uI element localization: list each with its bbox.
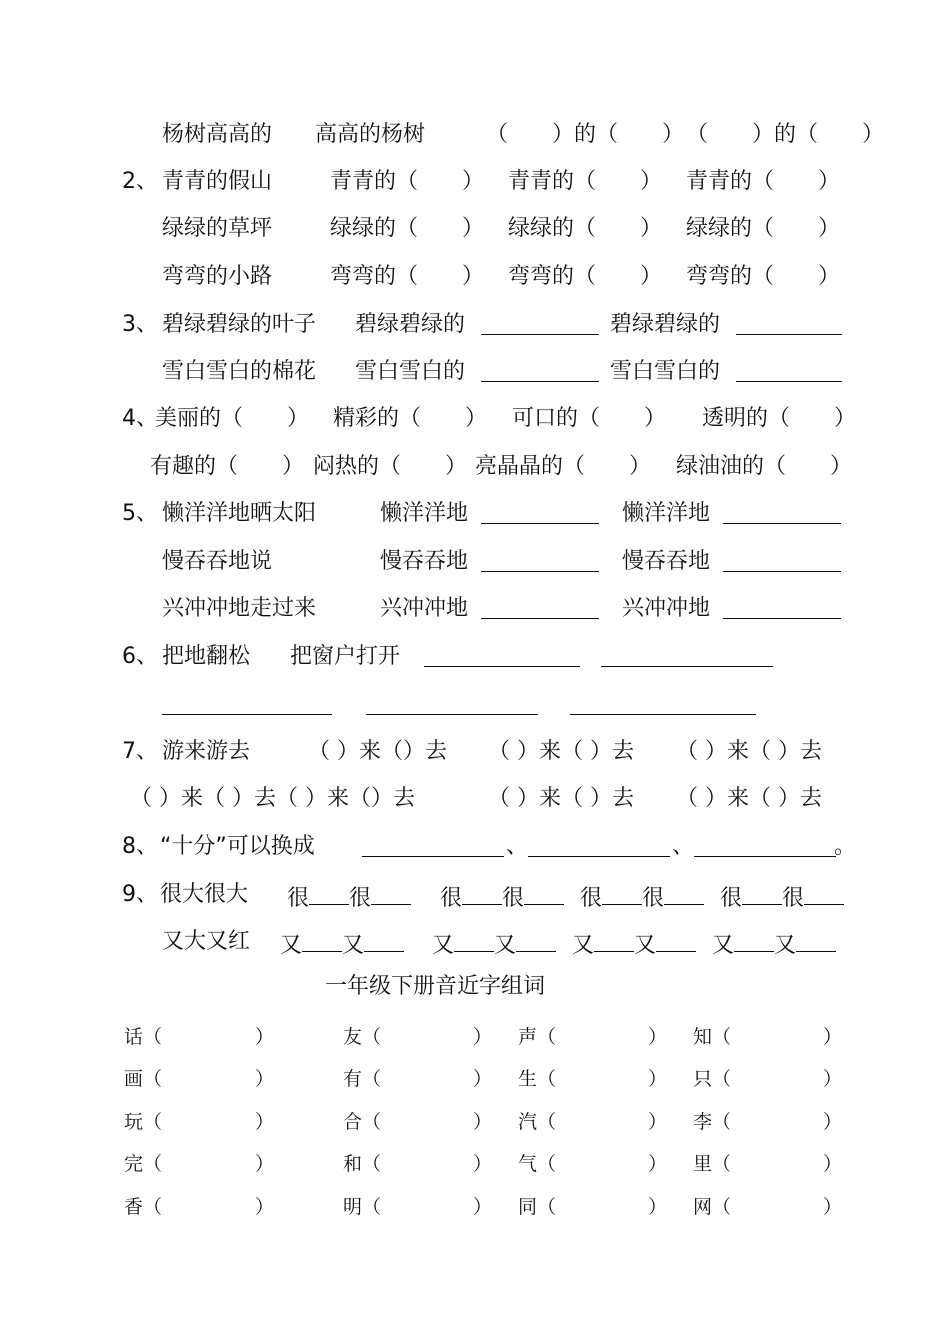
q4-fill: 亮晶晶的（ ） (475, 454, 652, 479)
vocab-close: ） (255, 1153, 275, 1175)
q3-example: 雪白雪白的棉花 (162, 359, 317, 384)
vocab-row (0, 1107, 950, 1137)
q2-row (0, 260, 950, 294)
q1-fill-2: （ ）的（ ） (686, 122, 885, 147)
vocab-item: 完（ (124, 1153, 163, 1175)
q4-fill: 透明的（ ） (702, 406, 857, 431)
q9-pattern: 又 又 (432, 925, 556, 963)
q9-example: 又大又红 (162, 929, 251, 954)
q3-prompt: 雪白雪白的 (355, 359, 466, 384)
q2-row (0, 212, 950, 246)
vocab-close: ） (823, 1111, 843, 1133)
vocab-item: 知（ (693, 1026, 732, 1048)
q5-prompt: 兴冲冲地 (622, 596, 711, 621)
q2-example: 青青的假山 (162, 169, 273, 194)
vocab-close: ） (648, 1068, 668, 1090)
q2-fill: 青青的（ ） (330, 169, 485, 194)
q7-fill: （ ）来（ ）去 (676, 786, 822, 811)
q9-row (0, 925, 950, 959)
q4-fill: 美丽的（ ） (155, 406, 310, 431)
vocab-item: 网（ (693, 1196, 732, 1218)
vocab-close: ） (473, 1068, 493, 1090)
vocab-item: 同（ (518, 1196, 557, 1218)
q2-fill: 绿绿的（ ） (686, 216, 841, 241)
q8-blank[interactable] (362, 830, 504, 868)
q5-prompt: 慢吞吞地 (622, 549, 711, 574)
q2-fill: 青青的（ ） (508, 169, 663, 194)
q1-fill-1: （ ）的（ ） (486, 122, 685, 147)
question-number: 4、 (122, 406, 158, 431)
vocab-close: ） (823, 1196, 843, 1218)
q4-fill: 精彩的（ ） (333, 406, 488, 431)
vocab-item: 和（ (343, 1153, 382, 1175)
q7-fill: （ ）来（ ）去 (488, 786, 634, 811)
vocab-close: ） (473, 1026, 493, 1048)
q3-row (0, 355, 950, 389)
q2-row (0, 165, 950, 199)
vocab-item: 明（ (343, 1196, 382, 1218)
vocab-close: ） (823, 1153, 843, 1175)
q4-fill: 可口的（ ） (512, 406, 667, 431)
q6-blank[interactable] (424, 640, 580, 678)
vocab-item: 李（ (693, 1111, 732, 1133)
q5-prompt: 兴冲冲地 (380, 596, 469, 621)
q7-fill: （ ）来（ ）去（ ）来（）去 (130, 786, 415, 811)
q3-blank[interactable] (481, 355, 599, 393)
question-number: 2、 (122, 169, 158, 194)
q9-row (0, 878, 950, 912)
question-number: 6、 (122, 644, 158, 669)
vocab-item: 生（ (518, 1068, 557, 1090)
vocab-close: ） (255, 1196, 275, 1218)
vocab-close: ） (648, 1153, 668, 1175)
q2-fill: 弯弯的（ ） (330, 264, 485, 289)
q4-row (0, 450, 950, 484)
q6-blank[interactable] (601, 640, 773, 678)
vocab-row (0, 1149, 950, 1179)
vocab-item: 汽（ (518, 1111, 557, 1133)
vocab-row (0, 1022, 950, 1052)
vocab-item: 只（ (693, 1068, 732, 1090)
vocab-close: ） (648, 1111, 668, 1133)
q6-blank[interactable] (162, 688, 332, 726)
q2-fill: 绿绿的（ ） (330, 216, 485, 241)
vocab-item: 玩（ (124, 1111, 163, 1133)
q6-blank[interactable] (366, 688, 538, 726)
q4-row (0, 402, 950, 436)
q2-fill: 弯弯的（ ） (686, 264, 841, 289)
vocab-close: ） (255, 1068, 275, 1090)
q5-blank[interactable] (481, 497, 599, 535)
q5-example: 懒洋洋地晒太阳 (162, 501, 317, 526)
q9-pattern: 很 很 (287, 878, 411, 916)
q9-pattern: 很 很 (720, 878, 844, 916)
q8-row (0, 830, 950, 864)
section-title: 一年级下册音近字组词 (325, 974, 546, 999)
q6-blank[interactable] (570, 688, 756, 726)
question-number: 7、 (122, 739, 158, 764)
vocab-row (0, 1064, 950, 1094)
question-number: 9、 (122, 882, 158, 907)
q4-fill: 绿油油的（ ） (676, 454, 853, 479)
q3-row (0, 308, 950, 342)
q9-pattern: 又 又 (280, 925, 404, 963)
q9-example: 很大很大 (160, 882, 249, 907)
q5-row (0, 497, 950, 531)
q8-separator: 、 (506, 834, 529, 859)
q3-blank[interactable] (736, 355, 842, 393)
q3-prompt: 雪白雪白的 (610, 359, 721, 384)
q5-prompt: 懒洋洋地 (622, 501, 711, 526)
q8-prompt: “十分”可以换成 (160, 834, 315, 859)
vocab-close: ） (473, 1111, 493, 1133)
vocab-close: ） (473, 1153, 493, 1175)
vocab-item: 友（ (343, 1026, 382, 1048)
q7-row (0, 782, 950, 816)
vocab-close: ） (255, 1026, 275, 1048)
question-number: 3、 (122, 312, 158, 337)
vocab-close: ） (473, 1196, 493, 1218)
q5-prompt: 慢吞吞地 (380, 549, 469, 574)
vocab-item: 有（ (343, 1068, 382, 1090)
vocab-item: 香（ (124, 1196, 163, 1218)
q3-prompt: 碧绿碧绿的 (355, 312, 466, 337)
q3-blank[interactable] (481, 308, 599, 346)
q5-example: 兴冲冲地走过来 (162, 596, 317, 621)
vocab-close: ） (823, 1026, 843, 1048)
q2-fill: 弯弯的（ ） (508, 264, 663, 289)
q5-blank[interactable] (723, 592, 841, 630)
q3-example: 碧绿碧绿的叶子 (162, 312, 317, 337)
vocab-item: 画（ (124, 1068, 163, 1090)
vocab-close: ） (823, 1068, 843, 1090)
vocab-item: 话（ (124, 1026, 163, 1048)
q9-pattern: 很 很 (580, 878, 704, 916)
q1-example-reversed: 高高的杨树 (315, 122, 426, 147)
q5-row (0, 545, 950, 579)
q2-example: 绿绿的草坪 (162, 216, 273, 241)
q8-blank[interactable] (528, 830, 670, 868)
q2-example: 弯弯的小路 (162, 264, 273, 289)
q2-fill: 绿绿的（ ） (508, 216, 663, 241)
vocab-item: 里（ (693, 1153, 732, 1175)
q5-blank[interactable] (481, 592, 599, 630)
q5-blank[interactable] (723, 497, 841, 535)
q2-fill: 青青的（ ） (686, 169, 841, 194)
q4-fill: 有趣的（ ） (150, 454, 305, 479)
q8-blank[interactable] (694, 830, 836, 868)
vocab-item: 气（ (518, 1153, 557, 1175)
q1-example: 杨树高高的 (162, 122, 273, 147)
q6-row-2 (0, 688, 950, 722)
q8-period: 。 (834, 834, 857, 859)
q4-fill: 闷热的（ ） (313, 454, 468, 479)
q6-example-2: 把窗户打开 (290, 644, 401, 669)
q7-fill: （ ）来（）去 (308, 739, 447, 764)
vocab-item: 合（ (343, 1111, 382, 1133)
q8-separator: 、 (672, 834, 695, 859)
q9-pattern: 又 又 (712, 925, 836, 963)
q5-blank[interactable] (723, 545, 841, 583)
q7-example: 游来游去 (162, 739, 251, 764)
q5-blank[interactable] (481, 545, 599, 583)
q7-fill: （ ）来（ ）去 (676, 739, 822, 764)
vocab-item: 声（ (518, 1026, 557, 1048)
q5-example: 慢吞吞地说 (162, 549, 273, 574)
vocab-close: ） (648, 1196, 668, 1218)
vocab-close: ） (648, 1026, 668, 1048)
q3-prompt: 碧绿碧绿的 (610, 312, 721, 337)
q7-row (0, 735, 950, 769)
q9-pattern: 很 很 (440, 878, 564, 916)
q3-blank[interactable] (736, 308, 842, 346)
vocab-row (0, 1192, 950, 1222)
q5-prompt: 懒洋洋地 (380, 501, 469, 526)
q1-row (0, 118, 950, 152)
q6-row (0, 640, 950, 674)
question-number: 8、 (122, 834, 158, 859)
q6-example-1: 把地翻松 (162, 644, 251, 669)
q5-row (0, 592, 950, 626)
q7-fill: （ ）来（ ）去 (488, 739, 634, 764)
question-number: 5、 (122, 501, 158, 526)
vocab-close: ） (255, 1111, 275, 1133)
q9-pattern: 又 又 (572, 925, 696, 963)
